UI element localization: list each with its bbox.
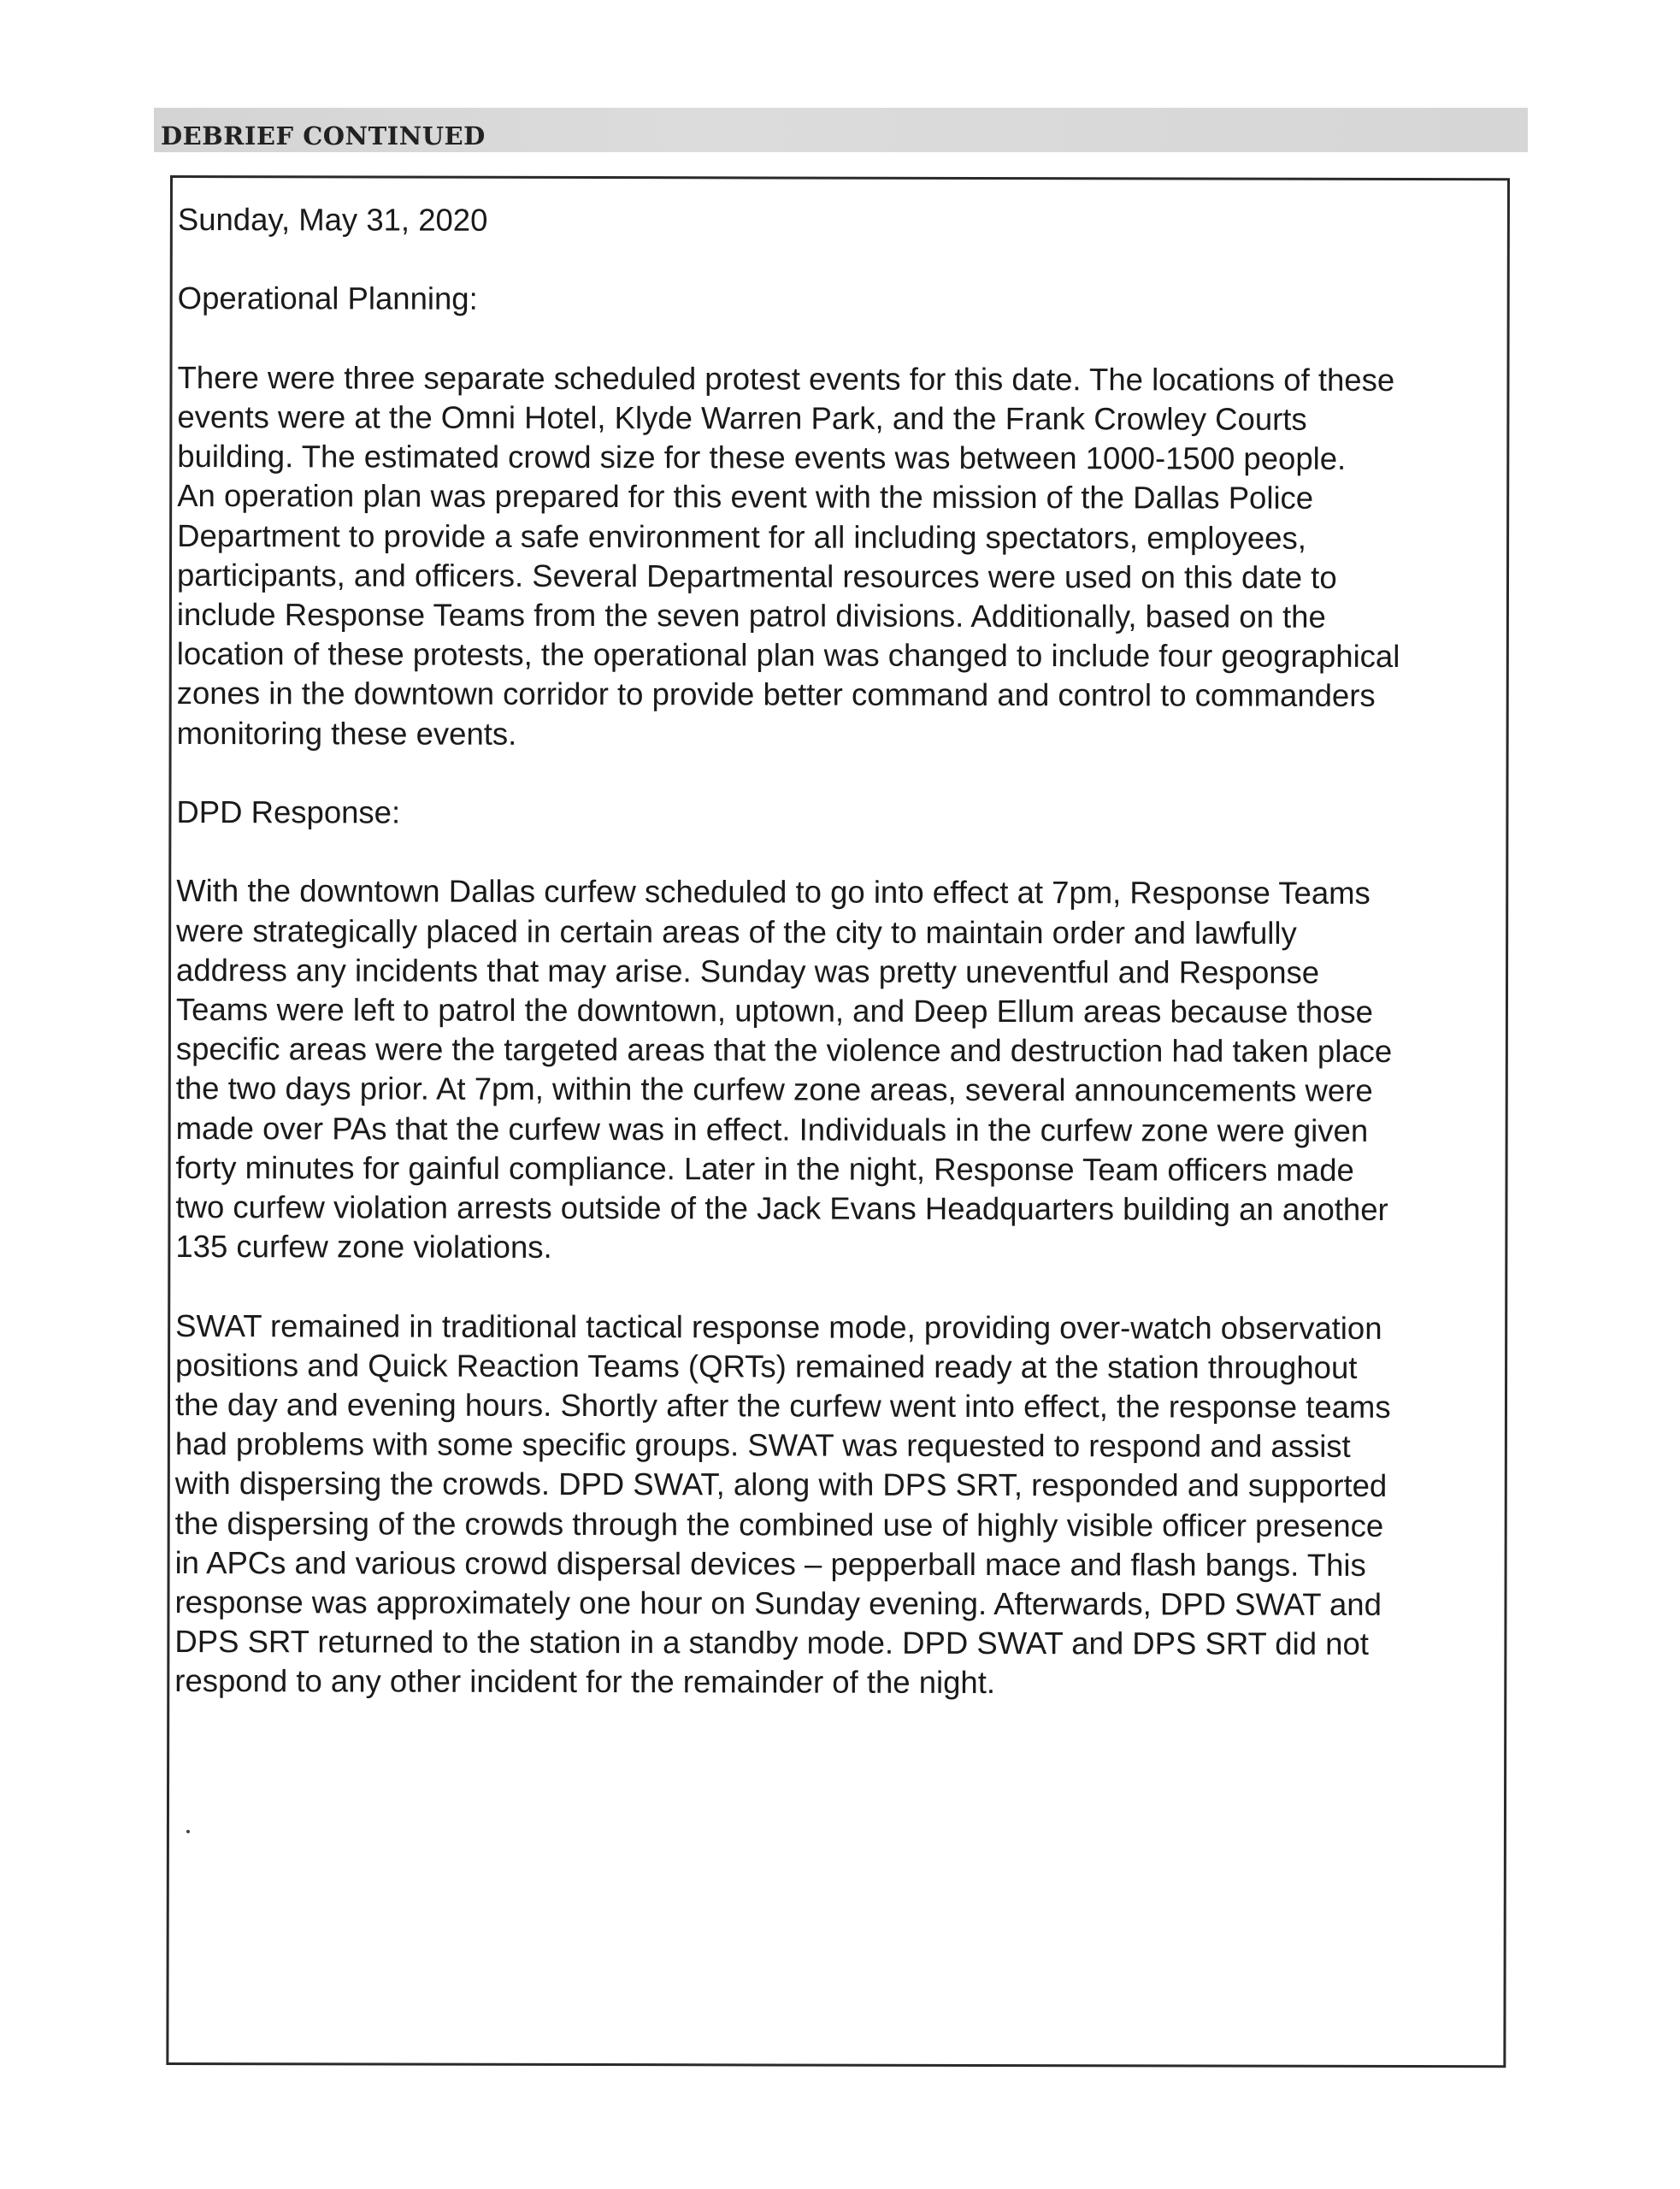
dpd-response-paragraph-curfew: With the downtown Dallas curfew scheduled to go into effect at 7pm, Response Teams were strategically placed in certain areas of the city to maintain order and lawfully address any incidents that may arise. Sunday was pretty uneventful and Response Teams were left to patrol the downtown, uptown, and Deep Ellum areas because those specific areas were the targeted areas that the violence and destruction had taken place the two days prior. At 7pm, within the curfew zone areas, several announcements were made over PAs that the curfew was in effect. Individuals in the curfew zone were given forty minutes for gainful compliance. Later in the night, Response Team officers made two curfew violation arrests outside of the Jack Evans Headquarters building an another 135 curfew zone violations. [175, 873, 1393, 1266]
section-header-bar [154, 108, 1528, 152]
report-date: Sunday, May 31, 2020 [177, 202, 488, 238]
operational-planning-heading: Operational Planning: [177, 280, 478, 317]
operational-planning-paragraph: There were three separate scheduled protest events for this date. The locations of these events were at the Omni Hotel, Klyde Warren Park, and the Frank Crowley Courts building. The estimated crowd size for these events was between 1000-1500 people. An operation plan was prepared for this event with the mission of the Dallas Police Department to provide a safe environment for all including spectators, employees, participants, and officers. Several Departmental resources were used on this date to include Response Teams from the seven patrol divisions. Additionally, based on the location of these protests, the operational plan was changed to include four geographical zones in the downtown corridor to provide better command and control to commanders monitoring these events. [176, 359, 1400, 752]
stray-mark [186, 1830, 190, 1833]
debrief-text [174, 200, 1503, 1744]
dpd-response-heading: DPD Response: [176, 794, 401, 830]
debrief-content-box [166, 175, 1510, 2068]
section-header-title: DEBRIEF CONTINUED [161, 121, 486, 150]
dpd-response-paragraph-swat: SWAT remained in traditional tactical response mode, providing over-watch observation positions and Quick Reaction Teams (QRTs) remained ready at the station throughout the day and evening hours. Shortly after the curfew went into effect, the response teams had problems with some specific groups. SWAT was requested to respond and assist with dispersing the crowds. DPD SWAT, along with DPS SRT, responded and supported the dispersing of the crowds through the combined use of highly visible officer presence in APCs and various crowd dispersal devices – pepperball mace and flash bangs. This response was approximately one hour on Sunday evening. Afterwards, DPD SWAT and DPS SRT returned to the station in a standby mode. DPD SWAT and DPS SRT did not respond to any other incident for the remainder of the night. [174, 1307, 1391, 1701]
